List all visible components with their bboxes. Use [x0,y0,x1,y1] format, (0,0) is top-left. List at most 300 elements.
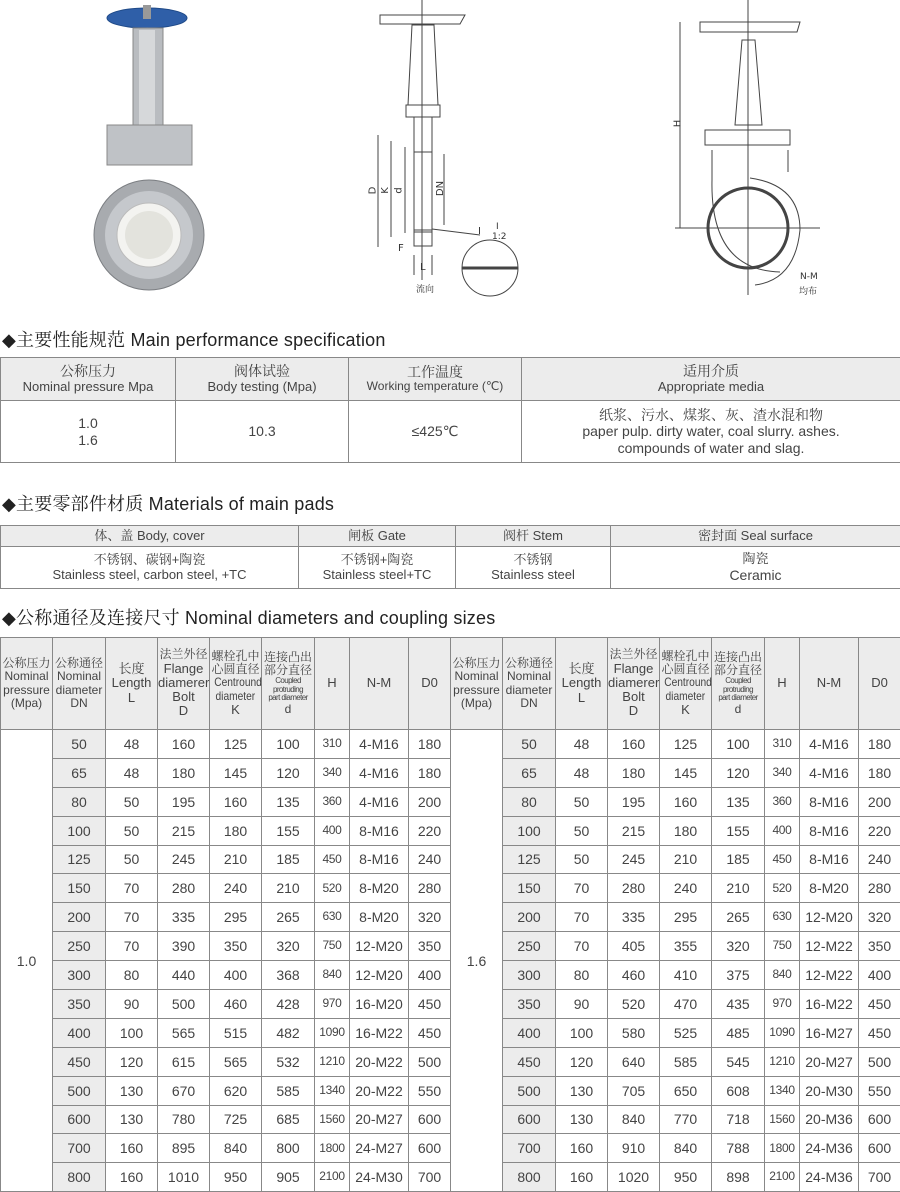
cell-media: 纸浆、污水、煤浆、灰、渣水混和物 paper pulp. dirty water, coal slurry. ashes. compounds of water and slag. [522,401,900,463]
header-working-temp: 工作温度 Working temperature (℃) [349,358,522,401]
cell-nm: 24-M27 [350,1134,409,1163]
header-d0: D0 [859,638,900,730]
header-flange-diameter: 法兰外径 Flange diamerer Bolt D [608,638,660,730]
header-pressure: 公称压力 Nominal pressure (Mpa) [451,638,503,730]
cell-centround-k: 210 [660,845,712,874]
cell-flange-d: 500 [158,990,210,1019]
cell-dn: 200 [503,903,556,932]
header-pressure: 公称压力 Nominal pressure (Mpa) [1,638,53,730]
cell-length: 90 [106,990,158,1019]
cell-length: 70 [106,874,158,903]
table-row [1,816,451,845]
cell-temp: ≤425℃ [349,401,522,463]
cell-centround-k: 295 [210,903,262,932]
cell-h: 450 [315,845,350,874]
cell-h: 360 [765,787,800,816]
table-row [451,990,900,1019]
cell-coupled-d: 100 [262,730,315,759]
cell-flange-d: 405 [608,932,660,961]
cell-length: 50 [106,787,158,816]
cell-dn: 50 [503,730,556,759]
cell-nm: 8-M20 [800,874,859,903]
cell-d0: 500 [409,1047,451,1076]
cell-d0: 240 [859,845,900,874]
table-row [1,1163,451,1192]
cell-d0: 180 [409,758,451,787]
header-seal: 密封面 Seal surface [611,526,900,547]
cell-centround-k: 460 [210,990,262,1019]
cell-h: 970 [765,990,800,1019]
cell-centround-k: 725 [210,1105,262,1134]
cell-coupled-d: 265 [712,903,765,932]
cell-h: 520 [765,874,800,903]
cell-d0: 280 [409,874,451,903]
header-centround-diameter: 螺栓孔中 心圆直径 Centround diameter K [210,638,262,730]
cell-coupled-d: 800 [262,1134,315,1163]
side-section-drawing [360,0,540,300]
cell-h: 310 [765,730,800,759]
cell-d0: 180 [859,758,900,787]
cell-coupled-d: 685 [262,1105,315,1134]
cell-centround-k: 160 [660,787,712,816]
cell-h: 2100 [315,1163,350,1192]
cell-d0: 200 [409,787,451,816]
cell-dn: 80 [503,787,556,816]
cell-h: 750 [315,932,350,961]
cell-coupled-d: 135 [712,787,765,816]
cell-centround-k: 950 [660,1163,712,1192]
cell-h: 360 [315,787,350,816]
table-row [451,1018,900,1047]
label-DN: DN [435,181,446,196]
cell-coupled-d: 155 [712,816,765,845]
cell-d0: 320 [859,903,900,932]
cell-d0: 220 [409,816,451,845]
cell-d0: 550 [859,1076,900,1105]
table-row [451,961,900,990]
cell-d0: 600 [409,1134,451,1163]
cell-length: 120 [106,1047,158,1076]
cell-coupled-d: 120 [712,758,765,787]
cell-dn: 800 [53,1163,106,1192]
cell-centround-k: 840 [660,1134,712,1163]
cell-flange-d: 640 [608,1047,660,1076]
cell-nm: 12-M20 [800,903,859,932]
cell-centround-k: 840 [210,1134,262,1163]
cell-coupled-d: 585 [262,1076,315,1105]
cell-dn: 65 [503,758,556,787]
label-D: D [367,187,378,195]
label-F: F [398,243,404,254]
table-row [451,845,900,874]
cell-dn: 400 [53,1018,106,1047]
cell-dn: 700 [53,1134,106,1163]
cell-d0: 450 [859,990,900,1019]
table-row [1,1105,451,1134]
cell-d0: 600 [859,1134,900,1163]
valve-photo [85,0,215,300]
cell-length: 48 [556,730,608,759]
cell-coupled-d: 905 [262,1163,315,1192]
cell-nm: 8-M16 [800,816,859,845]
table-row [451,874,900,903]
cell-dn: 450 [53,1047,106,1076]
header-d0: D0 [409,638,451,730]
cell-nm: 24-M36 [800,1134,859,1163]
cell-length: 160 [106,1163,158,1192]
cell-length: 120 [556,1047,608,1076]
header-nm: N-M [350,638,409,730]
label-NM: N-M [800,272,818,282]
cell-h: 970 [315,990,350,1019]
cell-length: 48 [106,758,158,787]
cell-flange-d: 245 [158,845,210,874]
cell-dn: 300 [53,961,106,990]
table-row [1,1076,451,1105]
cell-d0: 200 [859,787,900,816]
cell-flange-d: 580 [608,1018,660,1047]
table-row [451,1047,900,1076]
header-nm: N-M [800,638,859,730]
cell-centround-k: 295 [660,903,712,932]
cell-flange-d: 335 [158,903,210,932]
cell-h: 1210 [765,1047,800,1076]
cell-h: 1560 [765,1105,800,1134]
cell-length: 80 [106,961,158,990]
cell-length: 50 [106,845,158,874]
cell-dn: 150 [503,874,556,903]
cell-nm: 12-M22 [800,961,859,990]
cell-coupled-d: 368 [262,961,315,990]
cell-centround-k: 620 [210,1076,262,1105]
table-row [1,1047,451,1076]
cell-dn: 200 [53,903,106,932]
cell-d0: 320 [409,903,451,932]
cell-h: 1340 [315,1076,350,1105]
cell-coupled-d: 608 [712,1076,765,1105]
cell-dn: 600 [53,1105,106,1134]
cell-h: 450 [765,845,800,874]
cell-d0: 350 [409,932,451,961]
performance-table [0,357,900,463]
cell-d0: 400 [409,961,451,990]
table-row [1,903,451,932]
cell-coupled-d: 100 [712,730,765,759]
cell-nm: 20-M27 [800,1047,859,1076]
table-row [451,1076,900,1105]
cell-h: 1090 [765,1018,800,1047]
cell-coupled-d: 898 [712,1163,765,1192]
header-stem: 阀杆 Stem [456,526,611,547]
cell-h: 1210 [315,1047,350,1076]
cell-length: 70 [556,903,608,932]
front-drawing [670,0,830,300]
cell-length: 100 [106,1018,158,1047]
cell-centround-k: 565 [210,1047,262,1076]
cell-dn: 250 [503,932,556,961]
cell-nm: 8-M16 [800,787,859,816]
cell-flange-d: 1020 [608,1163,660,1192]
cell-dn: 450 [503,1047,556,1076]
header-length: 长度 Length L [556,638,608,730]
cell-h: 400 [315,816,350,845]
cell-nm: 4-M16 [800,730,859,759]
cell-length: 70 [106,932,158,961]
cell-dn: 50 [53,730,106,759]
cell-gate: 不锈钢+陶瓷 Stainless steel+TC [299,547,456,589]
cell-dn: 500 [53,1076,106,1105]
cell-centround-k: 950 [210,1163,262,1192]
header-media: 适用介质 Appropriate media [522,358,900,401]
cell-dn: 65 [53,758,106,787]
cell-centround-k: 355 [660,932,712,961]
cell-pressure: 1.0 1.6 [1,401,176,463]
cell-length: 50 [556,816,608,845]
table-row [1,1134,451,1163]
cell-flange-d: 1010 [158,1163,210,1192]
cell-dn: 800 [503,1163,556,1192]
cell-flange-d: 615 [158,1047,210,1076]
cell-coupled-d: 265 [262,903,315,932]
cell-d0: 280 [859,874,900,903]
cell-flange-d: 180 [158,758,210,787]
cell-flange-d: 565 [158,1018,210,1047]
table-row [451,758,900,787]
cell-nm: 24-M36 [800,1163,859,1192]
header-flange-diameter: 法兰外径 Flange diamerer Bolt D [158,638,210,730]
dimensions-table-1.0 [0,637,451,1192]
cell-coupled-d: 485 [712,1018,765,1047]
cell-flange-d: 440 [158,961,210,990]
table-row [451,903,900,932]
header-coupled-diameter: 连接凸出 部分直径 Coupled protruding part diameter d [262,638,315,730]
header-length: 长度 Length L [106,638,158,730]
cell-length: 50 [556,787,608,816]
label-detail-scale: 1:2 [492,232,506,242]
table-row [1,758,451,787]
cell-nm: 24-M30 [350,1163,409,1192]
table-row [451,1134,900,1163]
cell-coupled-d: 482 [262,1018,315,1047]
cell-coupled-d: 210 [262,874,315,903]
cell-coupled-d: 185 [262,845,315,874]
cell-flange-d: 215 [608,816,660,845]
cell-length: 130 [556,1105,608,1134]
table-row [451,787,900,816]
cell-d0: 400 [859,961,900,990]
header-dn: 公称通径 Nominal diameter DN [53,638,106,730]
cell-coupled-d: 532 [262,1047,315,1076]
cell-h: 340 [315,758,350,787]
cell-length: 80 [556,961,608,990]
cell-d0: 220 [859,816,900,845]
dimensions-title: ◆公称通径及连接尺寸 Nominal diameters and coupling sizes [2,604,495,630]
cell-flange-d: 460 [608,961,660,990]
header-gate: 闸板 Gate [299,526,456,547]
performance-title: ◆主要性能规范 Main performance specification [2,326,386,352]
cell-nm: 4-M16 [350,730,409,759]
header-body-testing: 阀体试验 Body testing (Mpa) [176,358,349,401]
cell-d0: 550 [409,1076,451,1105]
cell-nm: 12-M20 [350,961,409,990]
cell-centround-k: 410 [660,961,712,990]
header-h: H [315,638,350,730]
cell-h: 1560 [315,1105,350,1134]
label-flow: 流向 [416,282,434,295]
cell-nm: 8-M16 [350,816,409,845]
table-row [1,730,451,759]
cell-h: 1800 [315,1134,350,1163]
cell-coupled-d: 435 [712,990,765,1019]
label-even: 均布 [799,284,817,297]
header-coupled-diameter: 连接凸出 部分直径 Coupled protruding part diameter d [712,638,765,730]
cell-length: 50 [106,816,158,845]
cell-coupled-d: 120 [262,758,315,787]
cell-seal: 陶瓷 Ceramic [611,547,900,589]
cell-nm: 4-M16 [350,758,409,787]
cell-centround-k: 125 [660,730,712,759]
cell-h: 1340 [765,1076,800,1105]
cell-flange-d: 160 [608,730,660,759]
cell-length: 48 [106,730,158,759]
cell-d0: 180 [859,730,900,759]
cell-h: 400 [765,816,800,845]
cell-nm: 8-M20 [350,874,409,903]
cell-centround-k: 650 [660,1076,712,1105]
cell-length: 50 [556,845,608,874]
cell-flange-d: 840 [608,1105,660,1134]
cell-centround-k: 400 [210,961,262,990]
cell-centround-k: 145 [210,758,262,787]
cell-coupled-d: 428 [262,990,315,1019]
cell-d0: 700 [409,1163,451,1192]
header-h: H [765,638,800,730]
cell-flange-d: 280 [158,874,210,903]
cell-centround-k: 470 [660,990,712,1019]
cell-dn: 350 [503,990,556,1019]
cell-d0: 450 [409,990,451,1019]
cell-nm: 20-M36 [800,1105,859,1134]
table-row [451,1163,900,1192]
cell-centround-k: 240 [210,874,262,903]
cell-dn: 80 [53,787,106,816]
cell-flange-d: 520 [608,990,660,1019]
cell-h: 2100 [765,1163,800,1192]
header-centround-diameter: 螺栓孔中 心圆直径 Centround diameter K [660,638,712,730]
table-row [1,961,451,990]
label-H: H [672,120,683,128]
cell-dn: 100 [503,816,556,845]
cell-nm: 20-M30 [800,1076,859,1105]
cell-centround-k: 515 [210,1018,262,1047]
cell-coupled-d: 210 [712,874,765,903]
cell-coupled-d: 185 [712,845,765,874]
cell-coupled-d: 718 [712,1105,765,1134]
cell-length: 160 [556,1163,608,1192]
cell-body-cover: 不锈钢、碳钢+陶瓷 Stainless steel, carbon steel, +TC [1,547,299,589]
cell-body-test: 10.3 [176,401,349,463]
cell-length: 130 [106,1105,158,1134]
cell-nm: 16-M27 [800,1018,859,1047]
cell-flange-d: 335 [608,903,660,932]
cell-h: 750 [765,932,800,961]
cell-dn: 250 [53,932,106,961]
cell-coupled-d: 155 [262,816,315,845]
cell-d0: 600 [859,1105,900,1134]
header-nominal-pressure: 公称压力 Nominal pressure Mpa [1,358,176,401]
cell-nm: 8-M20 [350,903,409,932]
table-row [1,990,451,1019]
cell-h: 630 [315,903,350,932]
label-d: d [394,187,405,193]
cell-length: 160 [556,1134,608,1163]
cell-flange-d: 670 [158,1076,210,1105]
cell-nm: 16-M20 [350,990,409,1019]
cell-centround-k: 525 [660,1018,712,1047]
table-row [451,730,900,759]
cell-flange-d: 160 [158,730,210,759]
table-row [451,1105,900,1134]
cell-flange-d: 215 [158,816,210,845]
cell-coupled-d: 320 [712,932,765,961]
label-detail-num: I [496,222,499,232]
cell-flange-d: 180 [608,758,660,787]
label-I: I [478,226,481,237]
cell-coupled-d: 375 [712,961,765,990]
cell-centround-k: 180 [660,816,712,845]
cell-pressure: 1.0 [1,730,53,1192]
cell-nm: 20-M27 [350,1105,409,1134]
cell-flange-d: 195 [158,787,210,816]
cell-dn: 125 [53,845,106,874]
table-row [1,787,451,816]
materials-table [0,525,900,589]
cell-pressure: 1.6 [451,730,503,1192]
cell-flange-d: 780 [158,1105,210,1134]
cell-length: 70 [556,932,608,961]
cell-h: 840 [315,961,350,990]
cell-nm: 12-M20 [350,932,409,961]
cell-flange-d: 390 [158,932,210,961]
label-K: K [380,187,391,194]
table-row [1,1018,451,1047]
cell-length: 70 [106,903,158,932]
cell-centround-k: 125 [210,730,262,759]
table-row [451,932,900,961]
cell-nm: 12-M22 [800,932,859,961]
cell-dn: 300 [503,961,556,990]
cell-coupled-d: 788 [712,1134,765,1163]
label-L: L [420,262,426,273]
cell-nm: 20-M22 [350,1076,409,1105]
cell-dn: 400 [503,1018,556,1047]
dimensions-table-1.6 [450,637,900,1192]
header-dn: 公称通径 Nominal diameter DN [503,638,556,730]
cell-centround-k: 770 [660,1105,712,1134]
cell-d0: 180 [409,730,451,759]
cell-h: 630 [765,903,800,932]
cell-d0: 450 [859,1018,900,1047]
cell-centround-k: 350 [210,932,262,961]
cell-centround-k: 180 [210,816,262,845]
cell-dn: 700 [503,1134,556,1163]
cell-flange-d: 910 [608,1134,660,1163]
cell-coupled-d: 135 [262,787,315,816]
materials-title: ◆主要零部件材质 Materials of main pads [2,490,334,516]
cell-length: 90 [556,990,608,1019]
cell-centround-k: 160 [210,787,262,816]
cell-centround-k: 240 [660,874,712,903]
